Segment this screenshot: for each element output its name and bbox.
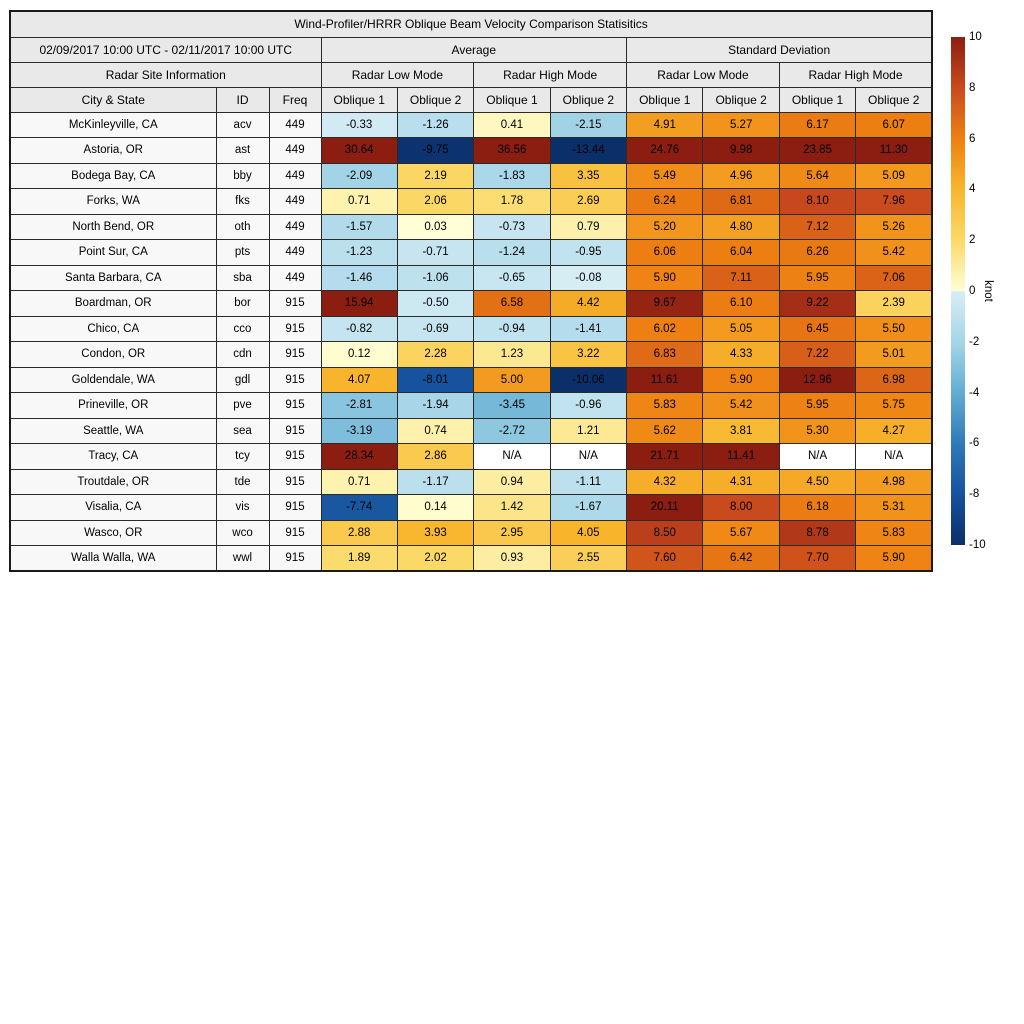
value-cell: 5.20: [627, 214, 703, 240]
value-cell: 5.90: [627, 265, 703, 291]
value-cell: 6.83: [627, 342, 703, 368]
value-cell: 9.98: [703, 138, 779, 164]
value-cell: -0.08: [550, 265, 626, 291]
value-cell: 5.90: [856, 546, 932, 572]
value-cell: -0.96: [550, 393, 626, 419]
value-cell: 4.42: [550, 291, 626, 317]
value-cell: -1.94: [397, 393, 473, 419]
freq-cell: 449: [269, 265, 321, 291]
col-header-oblique: Oblique 2: [856, 87, 932, 112]
value-cell: -1.17: [397, 469, 473, 495]
value-cell: 5.90: [703, 367, 779, 393]
value-cell: 3.22: [550, 342, 626, 368]
city-cell: Santa Barbara, CA: [10, 265, 216, 291]
table-row: [10, 520, 932, 546]
colorbar-tick-label: -4: [969, 386, 980, 399]
colorbar-tick-label: 8: [969, 81, 976, 94]
value-cell: -2.81: [321, 393, 397, 419]
value-cell: 0.71: [321, 469, 397, 495]
col-header-oblique: Oblique 2: [550, 87, 626, 112]
value-cell: 6.07: [856, 112, 932, 138]
value-cell: 6.17: [779, 112, 855, 138]
value-cell: 6.24: [627, 189, 703, 215]
site-id-cell: acv: [216, 112, 269, 138]
colorbar-tick-label: -6: [969, 437, 980, 450]
value-cell: 5.42: [856, 240, 932, 266]
value-cell: 7.12: [779, 214, 855, 240]
value-cell: -0.65: [474, 265, 550, 291]
date-range: 02/09/2017 10:00 UTC - 02/11/2017 10:00 UTC: [10, 37, 321, 62]
value-cell: 6.04: [703, 240, 779, 266]
freq-cell: 449: [269, 138, 321, 164]
city-cell: Astoria, OR: [10, 138, 216, 164]
value-cell: 30.64: [321, 138, 397, 164]
col-header-id: ID: [216, 87, 269, 112]
city-cell: Troutdale, OR: [10, 469, 216, 495]
city-cell: Chico, CA: [10, 316, 216, 342]
group-header-standard-deviation: Standard Deviation: [627, 37, 933, 62]
value-cell: 0.41: [474, 112, 550, 138]
site-id-cell: oth: [216, 214, 269, 240]
colorbar-tick-label: 10: [969, 31, 982, 43]
value-cell: -1.46: [321, 265, 397, 291]
site-id-cell: pts: [216, 240, 269, 266]
value-cell: 0.03: [397, 214, 473, 240]
value-cell: 0.93: [474, 546, 550, 572]
value-cell: 7.06: [856, 265, 932, 291]
value-cell: 8.00: [703, 495, 779, 521]
value-cell: -0.95: [550, 240, 626, 266]
city-cell: Point Sur, CA: [10, 240, 216, 266]
city-cell: Bodega Bay, CA: [10, 163, 216, 189]
freq-cell: 449: [269, 112, 321, 138]
col-header-city-state: City & State: [10, 87, 216, 112]
value-cell: 0.94: [474, 469, 550, 495]
table-row: [10, 265, 932, 291]
freq-cell: 915: [269, 469, 321, 495]
value-cell: 4.91: [627, 112, 703, 138]
value-cell: -2.09: [321, 163, 397, 189]
value-cell: 6.10: [703, 291, 779, 317]
value-cell: 2.39: [856, 291, 932, 317]
value-cell: 28.34: [321, 444, 397, 470]
col-header-oblique: Oblique 1: [474, 87, 550, 112]
freq-cell: 915: [269, 444, 321, 470]
value-cell: -3.45: [474, 393, 550, 419]
value-cell: -0.73: [474, 214, 550, 240]
city-cell: North Bend, OR: [10, 214, 216, 240]
freq-cell: 915: [269, 367, 321, 393]
freq-cell: 915: [269, 546, 321, 572]
table-row: [10, 495, 932, 521]
city-cell: Walla Walla, WA: [10, 546, 216, 572]
value-cell: 8.50: [627, 520, 703, 546]
value-cell: 4.31: [703, 469, 779, 495]
value-cell: -1.83: [474, 163, 550, 189]
freq-cell: 449: [269, 189, 321, 215]
value-cell: 2.86: [397, 444, 473, 470]
value-cell: 4.50: [779, 469, 855, 495]
value-cell: 5.64: [779, 163, 855, 189]
value-cell: 23.85: [779, 138, 855, 164]
value-cell: 5.95: [779, 265, 855, 291]
table-row: [10, 444, 932, 470]
value-cell: -2.15: [550, 112, 626, 138]
value-cell: -8.01: [397, 367, 473, 393]
value-cell: 4.07: [321, 367, 397, 393]
value-cell: 5.09: [856, 163, 932, 189]
value-cell: 0.79: [550, 214, 626, 240]
city-cell: Visalia, CA: [10, 495, 216, 521]
value-cell: -13.44: [550, 138, 626, 164]
city-cell: Boardman, OR: [10, 291, 216, 317]
value-cell: -1.23: [321, 240, 397, 266]
value-cell: 1.78: [474, 189, 550, 215]
table-row: [10, 240, 932, 266]
value-cell: 5.30: [779, 418, 855, 444]
colorbar-tick-label: -8: [969, 488, 980, 501]
table-row: [10, 189, 932, 215]
value-cell: 6.02: [627, 316, 703, 342]
value-cell: -7.74: [321, 495, 397, 521]
value-cell: 11.61: [627, 367, 703, 393]
value-cell: 5.50: [856, 316, 932, 342]
value-cell: 5.83: [627, 393, 703, 419]
site-id-cell: bby: [216, 163, 269, 189]
site-id-cell: wco: [216, 520, 269, 546]
value-cell: 2.06: [397, 189, 473, 215]
table-row: [10, 469, 932, 495]
site-id-cell: fks: [216, 189, 269, 215]
value-cell: -0.50: [397, 291, 473, 317]
value-cell: 1.42: [474, 495, 550, 521]
value-cell: 5.75: [856, 393, 932, 419]
value-cell: 5.05: [703, 316, 779, 342]
colorbar-tick-label: 4: [969, 183, 976, 196]
value-cell: 5.83: [856, 520, 932, 546]
site-id-cell: sba: [216, 265, 269, 291]
colorbar-tick-label: -2: [969, 335, 980, 348]
mode-header-std-high: Radar High Mode: [779, 62, 932, 87]
mode-header-avg-high: Radar High Mode: [474, 62, 627, 87]
value-cell: 2.28: [397, 342, 473, 368]
value-cell: 15.94: [321, 291, 397, 317]
freq-cell: 915: [269, 342, 321, 368]
colorbar: [951, 31, 1024, 551]
table-row: [10, 393, 932, 419]
value-cell: 6.06: [627, 240, 703, 266]
colorbar-gradient: [951, 37, 965, 545]
colorbar-unit-label: knot: [982, 280, 994, 302]
col-header-oblique: Oblique 2: [397, 87, 473, 112]
table-row: [10, 112, 932, 138]
city-cell: Forks, WA: [10, 189, 216, 215]
freq-cell: 915: [269, 495, 321, 521]
value-cell: -0.33: [321, 112, 397, 138]
value-cell: -1.41: [550, 316, 626, 342]
value-cell: 7.11: [703, 265, 779, 291]
value-cell: -9.75: [397, 138, 473, 164]
table-row: [10, 291, 932, 317]
value-cell: 11.30: [856, 138, 932, 164]
colorbar-tick-label: 2: [969, 234, 976, 247]
value-cell: 12.96: [779, 367, 855, 393]
freq-cell: 915: [269, 418, 321, 444]
freq-cell: 449: [269, 240, 321, 266]
value-cell: -1.57: [321, 214, 397, 240]
value-cell: -3.19: [321, 418, 397, 444]
freq-cell: 915: [269, 520, 321, 546]
value-cell: 3.93: [397, 520, 473, 546]
value-cell: 5.62: [627, 418, 703, 444]
colorbar-tick-label: 6: [969, 132, 976, 145]
value-cell: -0.82: [321, 316, 397, 342]
value-cell: 5.00: [474, 367, 550, 393]
mode-header-std-low: Radar Low Mode: [627, 62, 780, 87]
col-header-oblique: Oblique 1: [627, 87, 703, 112]
colorbar-tick-label: 0: [969, 285, 976, 297]
value-cell: -1.11: [550, 469, 626, 495]
value-cell: 9.67: [627, 291, 703, 317]
value-cell: 6.58: [474, 291, 550, 317]
group-header-average: Average: [321, 37, 627, 62]
value-cell: 6.26: [779, 240, 855, 266]
value-cell: 1.89: [321, 546, 397, 572]
site-id-cell: bor: [216, 291, 269, 317]
value-cell: 24.76: [627, 138, 703, 164]
value-cell: 4.96: [703, 163, 779, 189]
table-row: [10, 418, 932, 444]
freq-cell: 915: [269, 316, 321, 342]
value-cell: 5.49: [627, 163, 703, 189]
value-cell: 0.14: [397, 495, 473, 521]
table-row: [10, 316, 932, 342]
col-header-oblique: Oblique 2: [703, 87, 779, 112]
value-cell: -2.72: [474, 418, 550, 444]
value-cell: -1.67: [550, 495, 626, 521]
value-cell: 5.95: [779, 393, 855, 419]
value-cell: N/A: [474, 444, 550, 470]
value-cell: 21.71: [627, 444, 703, 470]
value-cell: -0.71: [397, 240, 473, 266]
stats-table: [9, 10, 933, 572]
value-cell: 4.98: [856, 469, 932, 495]
site-id-cell: tcy: [216, 444, 269, 470]
table-title: Wind-Profiler/HRRR Oblique Beam Velocity Comparison Statisitics: [10, 11, 932, 37]
value-cell: 9.22: [779, 291, 855, 317]
mode-header-avg-low: Radar Low Mode: [321, 62, 474, 87]
value-cell: 6.81: [703, 189, 779, 215]
value-cell: 7.96: [856, 189, 932, 215]
value-cell: N/A: [779, 444, 855, 470]
value-cell: 4.27: [856, 418, 932, 444]
value-cell: 0.74: [397, 418, 473, 444]
value-cell: 5.01: [856, 342, 932, 368]
value-cell: 2.88: [321, 520, 397, 546]
value-cell: 11.41: [703, 444, 779, 470]
value-cell: 7.70: [779, 546, 855, 572]
city-cell: Tracy, CA: [10, 444, 216, 470]
value-cell: 6.45: [779, 316, 855, 342]
site-id-cell: gdl: [216, 367, 269, 393]
value-cell: 4.80: [703, 214, 779, 240]
site-id-cell: cdn: [216, 342, 269, 368]
freq-cell: 449: [269, 163, 321, 189]
col-header-oblique: Oblique 1: [321, 87, 397, 112]
value-cell: 5.67: [703, 520, 779, 546]
site-id-cell: pve: [216, 393, 269, 419]
colorbar-tick-label: -10: [969, 539, 986, 551]
value-cell: 2.19: [397, 163, 473, 189]
site-id-cell: wwl: [216, 546, 269, 572]
value-cell: 3.35: [550, 163, 626, 189]
value-cell: 1.21: [550, 418, 626, 444]
table-row: [10, 342, 932, 368]
city-cell: Seattle, WA: [10, 418, 216, 444]
value-cell: 2.55: [550, 546, 626, 572]
col-header-oblique: Oblique 1: [779, 87, 855, 112]
value-cell: 5.26: [856, 214, 932, 240]
city-cell: McKinleyville, CA: [10, 112, 216, 138]
value-cell: -0.94: [474, 316, 550, 342]
table-row: [10, 546, 932, 572]
value-cell: 8.10: [779, 189, 855, 215]
value-cell: 2.02: [397, 546, 473, 572]
value-cell: -1.06: [397, 265, 473, 291]
value-cell: 2.95: [474, 520, 550, 546]
value-cell: 7.22: [779, 342, 855, 368]
value-cell: 20.11: [627, 495, 703, 521]
table-row: [10, 163, 932, 189]
value-cell: 0.71: [321, 189, 397, 215]
value-cell: 4.05: [550, 520, 626, 546]
table-row: [10, 367, 932, 393]
value-cell: -1.24: [474, 240, 550, 266]
site-id-cell: sea: [216, 418, 269, 444]
value-cell: 0.12: [321, 342, 397, 368]
freq-cell: 915: [269, 291, 321, 317]
value-cell: 5.27: [703, 112, 779, 138]
city-cell: Wasco, OR: [10, 520, 216, 546]
city-cell: Goldendale, WA: [10, 367, 216, 393]
value-cell: 1.23: [474, 342, 550, 368]
value-cell: 6.42: [703, 546, 779, 572]
value-cell: -1.26: [397, 112, 473, 138]
value-cell: 6.18: [779, 495, 855, 521]
table-row: [10, 214, 932, 240]
city-cell: Prineville, OR: [10, 393, 216, 419]
table-row: [10, 138, 932, 164]
site-id-cell: ast: [216, 138, 269, 164]
freq-cell: 449: [269, 214, 321, 240]
value-cell: 6.98: [856, 367, 932, 393]
value-cell: 3.81: [703, 418, 779, 444]
site-id-cell: cco: [216, 316, 269, 342]
value-cell: N/A: [550, 444, 626, 470]
value-cell: 4.32: [627, 469, 703, 495]
site-id-cell: vis: [216, 495, 269, 521]
site-id-cell: tde: [216, 469, 269, 495]
freq-cell: 915: [269, 393, 321, 419]
value-cell: -0.69: [397, 316, 473, 342]
city-cell: Condon, OR: [10, 342, 216, 368]
value-cell: 7.60: [627, 546, 703, 572]
value-cell: 8.78: [779, 520, 855, 546]
col-header-freq: Freq: [269, 87, 321, 112]
value-cell: -10.06: [550, 367, 626, 393]
value-cell: N/A: [856, 444, 932, 470]
value-cell: 4.33: [703, 342, 779, 368]
value-cell: 36.56: [474, 138, 550, 164]
value-cell: 5.42: [703, 393, 779, 419]
value-cell: 2.69: [550, 189, 626, 215]
value-cell: 5.31: [856, 495, 932, 521]
site-info-header: Radar Site Information: [10, 62, 321, 87]
